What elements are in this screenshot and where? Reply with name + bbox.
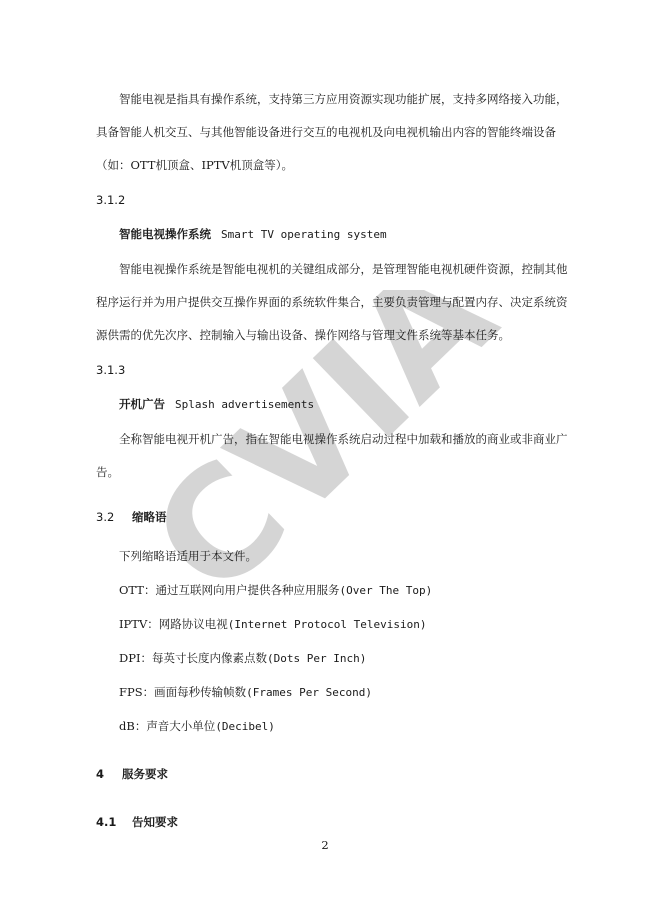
abbr-cn: 声音大小单位 [146, 719, 216, 733]
abbr-en: (Frames Per Second) [246, 686, 372, 699]
abbr-cn: 画面每秒传输帧数 [154, 685, 247, 699]
term-cn: 智能电视操作系统 [119, 227, 211, 241]
term-cn: 开机广告 [119, 397, 165, 411]
abbr-en: (Internet Protocol Television) [227, 618, 427, 631]
abbr-en: (Decibel) [215, 720, 275, 733]
abbr-cn: 网路协议电视 [158, 617, 228, 631]
section-heading-4-1 [96, 812, 178, 832]
term-en: Splash advertisements [175, 398, 315, 411]
section-heading-3-2 [96, 507, 167, 527]
abbreviation-item [119, 648, 366, 669]
abbreviation-intro: 下列缩略语适用于本文件。 [119, 549, 257, 563]
section-heading-4 [96, 764, 168, 784]
page-number: 2 [321, 838, 329, 852]
paragraph-os-definition: 智能电视操作系统是智能电视机的关键组成部分，是管理智能电视机硬件资源，控制其他程序运行并为用户提供交互操作界面的系统软件集合，主要负责管理与配置内存、决定系统资源供需的优先次序、控制输入与输出设备、操作网络与管理文件系统等基本任务。 [96, 262, 568, 342]
abbr-code: IPTV： [119, 617, 159, 631]
abbreviation-item [119, 716, 275, 737]
abbr-code: FPS： [119, 685, 155, 699]
section-title: 告知要求 [132, 815, 178, 829]
abbreviation-item [119, 614, 426, 635]
abbreviation-item [119, 580, 432, 601]
section-number-3-1-3: 3.1.3 [96, 363, 126, 377]
term-en: Smart TV operating system [221, 228, 387, 241]
abbr-code: dB： [119, 719, 147, 733]
abbr-en: (Over The Top) [339, 584, 433, 597]
term-splash-ads [119, 394, 314, 415]
term-smart-tv-os [119, 224, 387, 245]
section-number-3-1-2: 3.1.2 [96, 193, 126, 207]
section-number: 3.2 [96, 510, 115, 524]
section-number: 4.1 [96, 815, 117, 829]
section-title: 服务要求 [122, 767, 168, 781]
paragraph-smart-tv-definition: 智能电视是指具有操作系统，支持第三方应用资源实现功能扩展，支持多网络接入功能，具备智能人机交互、与其他智能设备进行交互的电视机及向电视机输出内容的智能终端设备（如：OTT机顶盒、IPTV机顶盒等）。 [96, 92, 568, 172]
abbr-code: DPI： [119, 651, 153, 665]
svg-text:CVIA: CVIA [165, 290, 505, 590]
abbr-cn: 通过互联网向用户提供各种应用服务 [155, 583, 340, 597]
abbr-code: OTT： [119, 583, 156, 597]
section-number: 4 [96, 767, 105, 781]
section-title: 缩略语 [132, 510, 167, 524]
abbreviation-item [119, 682, 372, 703]
paragraph-splash-definition: 全称智能电视开机广告，指在智能电视操作系统启动过程中加载和播放的商业或非商业广告。 [96, 432, 568, 479]
abbr-en: (Dots Per Inch) [267, 652, 367, 665]
abbr-cn: 每英寸长度内像素点数 [152, 651, 268, 665]
